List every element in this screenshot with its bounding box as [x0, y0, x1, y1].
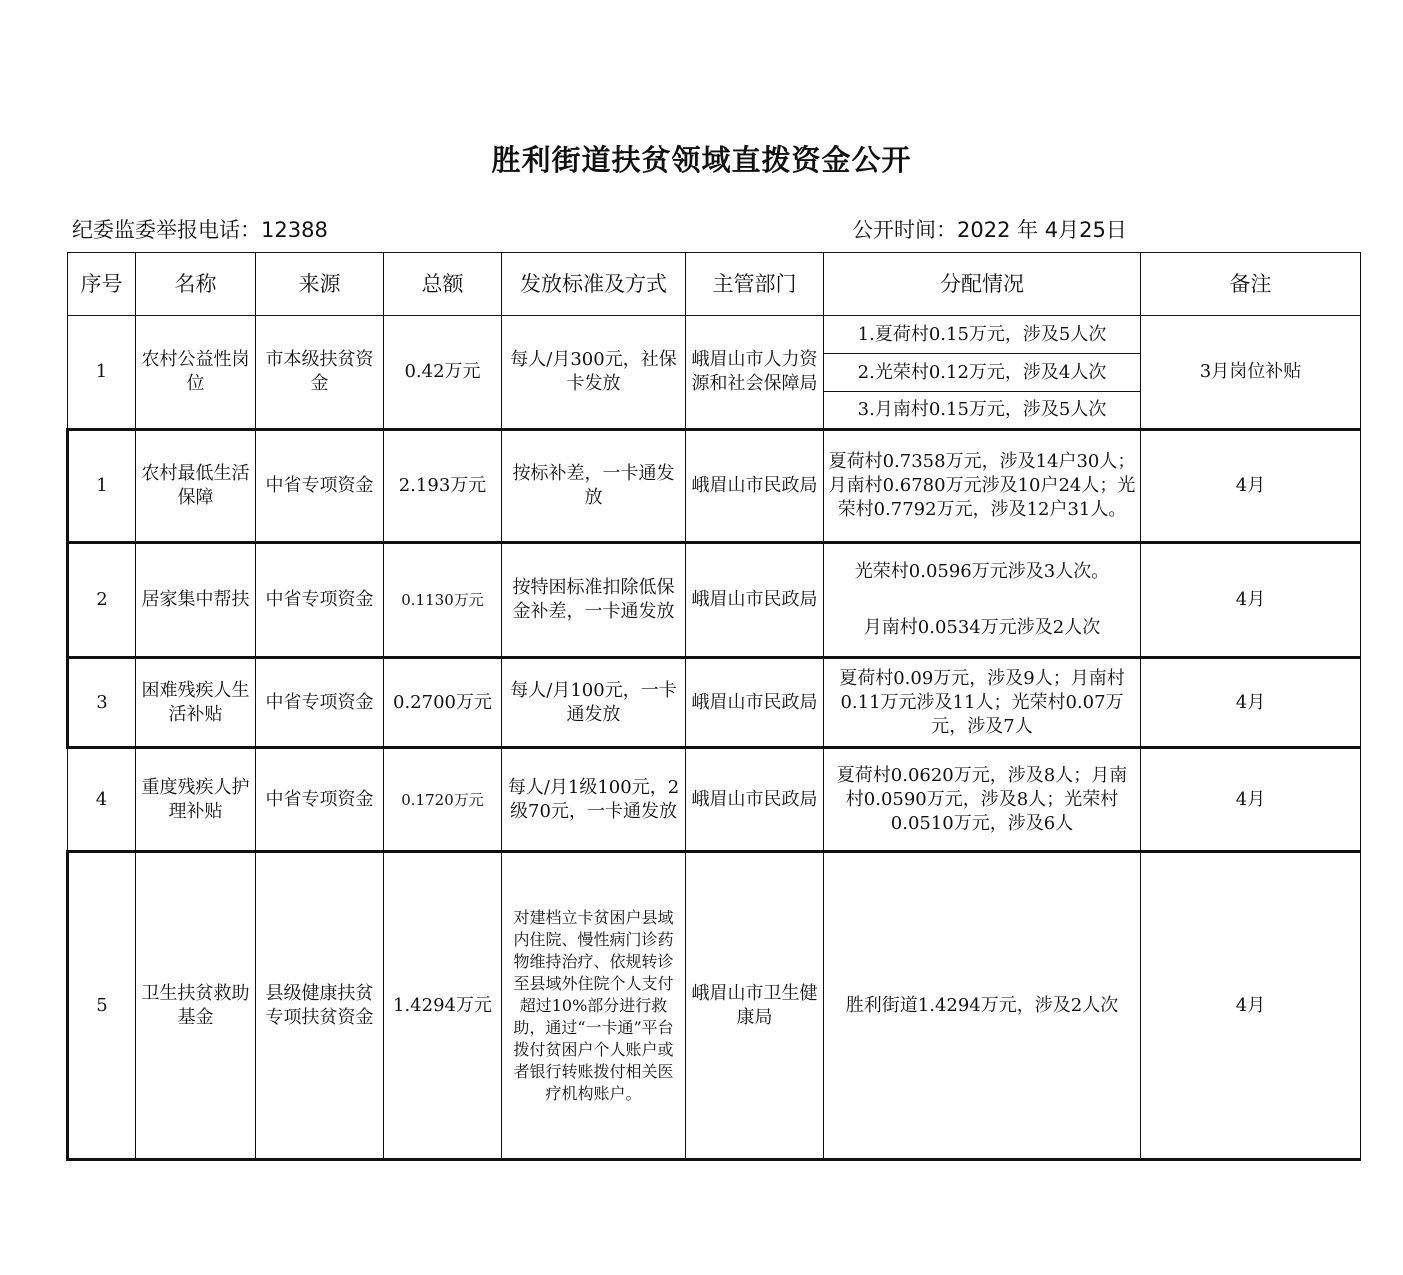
cell-distribution: 1.夏荷村0.15万元，涉及5人次: [824, 316, 1141, 354]
cell-note: 4月: [1141, 852, 1361, 1160]
cell-total: 0.42万元: [384, 316, 502, 430]
table-row: [68, 316, 1361, 354]
distribution-line: 光荣村0.0596万元涉及3人次。: [854, 561, 1110, 582]
cell-source: 中省专项资金: [256, 430, 384, 543]
cell-total: 2.193万元: [384, 430, 502, 543]
cell-source: 市本级扶贫资金: [256, 316, 384, 430]
cell-name: 农村公益性岗位: [136, 316, 256, 430]
cell-dept: 峨眉山市民政局: [686, 430, 824, 543]
cell-distribution: 胜利街道1.4294万元，涉及2人次: [824, 852, 1141, 1160]
cell-dept: 峨眉山市人力资源和社会保障局: [686, 316, 824, 430]
cell-dept: 峨眉山市民政局: [686, 748, 824, 852]
cell-note: 4月: [1141, 543, 1361, 658]
cell-note: 4月: [1141, 430, 1361, 543]
table-header-row: [68, 253, 1361, 316]
cell-source: 中省专项资金: [256, 658, 384, 748]
cell-name: 农村最低生活保障: [136, 430, 256, 543]
cell-method: 按特困标准扣除低保金补差，一卡通发放: [502, 543, 686, 658]
cell-name: 卫生扶贫救助基金: [136, 852, 256, 1160]
cell-method: 每人/月300元，社保卡发放: [502, 316, 686, 430]
cell-method: 按标补差，一卡通发放: [502, 430, 686, 543]
table-row: [68, 748, 1361, 852]
header-name: 名称: [136, 253, 256, 316]
cell-note: 3月岗位补贴: [1141, 316, 1361, 430]
cell-distribution: [824, 543, 1141, 658]
cell-no: 1: [68, 316, 136, 430]
header-distribution: 分配情况: [824, 253, 1141, 316]
cell-name: 重度残疾人护理补贴: [136, 748, 256, 852]
publish-date: 公开时间：2022 年 4月25日: [852, 218, 1127, 242]
cell-name: 困难残疾人生活补贴: [136, 658, 256, 748]
cell-no: 4: [68, 748, 136, 852]
table-row: [68, 543, 1361, 658]
distribution-line: 月南村0.0534万元涉及2人次: [863, 617, 1101, 638]
header-dept: 主管部门: [686, 253, 824, 316]
cell-dept: 峨眉山市卫生健康局: [686, 852, 824, 1160]
table-row: [68, 852, 1361, 1160]
cell-distribution: 夏荷村0.7358万元，涉及14户30人；月南村0.6780万元涉及10户24人；光荣村0.7792万元，涉及12户31人。: [824, 430, 1141, 543]
cell-no: 5: [68, 852, 136, 1160]
table-row: [68, 430, 1361, 543]
cell-distribution: 夏荷村0.0620万元，涉及8人；月南村0.0590万元，涉及8人；光荣村0.0510万元，涉及6人: [824, 748, 1141, 852]
table-row: [68, 658, 1361, 748]
cell-note: 4月: [1141, 658, 1361, 748]
cell-total: 0.1720万元: [384, 748, 502, 852]
fund-table: [66, 252, 1361, 1161]
cell-dept: 峨眉山市民政局: [686, 543, 824, 658]
cell-total: 0.1130万元: [384, 543, 502, 658]
cell-source: 中省专项资金: [256, 748, 384, 852]
cell-distribution: 夏荷村0.09万元，涉及9人；月南村0.11万元涉及11人；光荣村0.07万元，涉及7人: [824, 658, 1141, 748]
cell-no: 2: [68, 543, 136, 658]
cell-note: 4月: [1141, 748, 1361, 852]
report-hotline: 纪委监委举报电话：12388: [72, 218, 328, 242]
cell-method: 每人/月100元，一卡通发放: [502, 658, 686, 748]
cell-method: 对建档立卡贫困户县域内住院、慢性病门诊药物维持治疗、依规转诊至县域外住院个人支付超过10%部分进行救助，通过“一卡通”平台拨付贫困户个人账户或者银行转账拨付相关医疗机构账户。: [502, 852, 686, 1160]
cell-total: 1.4294万元: [384, 852, 502, 1160]
cell-source: 中省专项资金: [256, 543, 384, 658]
header-source: 来源: [256, 253, 384, 316]
cell-total: 0.2700万元: [384, 658, 502, 748]
header-total: 总额: [384, 253, 502, 316]
cell-dept: 峨眉山市民政局: [686, 658, 824, 748]
cell-distribution: 2.光荣村0.12万元，涉及4人次: [824, 354, 1141, 392]
cell-name: 居家集中帮扶: [136, 543, 256, 658]
header-method: 发放标准及方式: [502, 253, 686, 316]
header-no: 序号: [68, 253, 136, 316]
cell-no: 3: [68, 658, 136, 748]
cell-method: 每人/月1级100元，2级70元，一卡通发放: [502, 748, 686, 852]
cell-no: 1: [68, 430, 136, 543]
header-note: 备注: [1141, 253, 1361, 316]
page-title: 胜利街道扶贫领域直拨资金公开: [491, 143, 912, 177]
cell-distribution: 3.月南村0.15万元，涉及5人次: [824, 392, 1141, 430]
cell-source: 县级健康扶贫专项扶贫资金: [256, 852, 384, 1160]
